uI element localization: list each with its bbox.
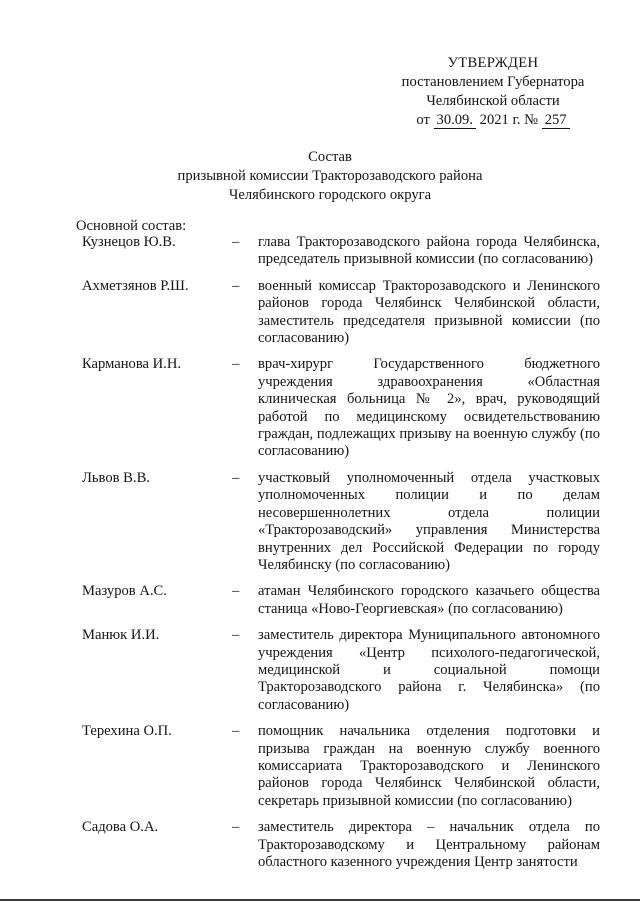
member-row	[82, 583, 602, 618]
member-dash: –	[232, 469, 240, 486]
approval-date: 30.09.	[434, 113, 476, 129]
member-name: Карманова И.Н.	[82, 356, 182, 373]
member-name: Львов В.В.	[82, 469, 150, 486]
title-line-2: призывной комиссии Тракторозаводского района	[177, 168, 483, 184]
member-row	[82, 819, 602, 871]
member-dash: –	[232, 356, 240, 373]
member-name: Терехина О.П.	[82, 723, 172, 740]
member-dash: –	[232, 723, 240, 740]
member-row	[82, 723, 602, 810]
member-dash: –	[232, 627, 240, 644]
approval-decree-line: постановлением Губернатора	[401, 74, 585, 90]
member-row	[82, 627, 602, 714]
member-role: военный комиссар Тракторозаводского и Ленинского районов города Челябинск Челябинской области, заместитель председателя призывной комиссии (по согласованию)	[258, 277, 600, 347]
title-line-1: Состав	[308, 149, 352, 165]
member-role: заместитель директора – начальник отдела по Тракторозаводскому и Центральному районам областного казенного учреждения Центр занятости	[258, 819, 600, 870]
approval-number: 257	[542, 113, 570, 129]
member-name: Садова О.А.	[82, 819, 159, 836]
member-dash: –	[232, 819, 240, 836]
member-role: глава Тракторозаводского района города Челябинска, председатель призывной комиссии (по согласованию)	[258, 234, 600, 268]
approval-year-label: 2021 г. №	[479, 112, 539, 128]
members-list	[82, 234, 602, 880]
member-dash: –	[232, 234, 240, 250]
approval-from-label: от	[416, 112, 430, 128]
member-name: Кузнецов Ю.В.	[82, 234, 176, 250]
member-role: атаман Челябинского городского казачьего общества станица «Ново-Георгиевская» (по согласованию)	[258, 583, 600, 617]
member-row	[82, 470, 602, 574]
member-role: заместитель директора Муниципального автономного учреждения «Центр психолого-педагогической, медицинской и социальной помощи Тракторозаводского района г. Челябинска» (по согласованию)	[258, 627, 600, 713]
member-dash: –	[232, 583, 240, 600]
approval-block	[388, 54, 598, 130]
member-name: Мазуров А.С.	[82, 583, 167, 600]
page-bottom-rule	[0, 899, 640, 901]
approval-region-line: Челябинской области	[426, 93, 560, 109]
member-role: помощник начальника отделения подготовки и призыва граждан на военную службу военного комиссариата Тракторозаводского и Ленинского районов города Челябинск Челябинской области, секретарь призывной комиссии (по согласованию)	[258, 723, 600, 809]
document-title	[60, 148, 600, 205]
member-dash: –	[232, 277, 240, 294]
approval-date-line	[388, 111, 598, 130]
member-row	[82, 356, 602, 460]
member-row	[82, 278, 602, 348]
member-name: Манюк И.И.	[82, 627, 160, 644]
member-name: Ахметзянов Р.Ш.	[82, 277, 189, 294]
title-line-3: Челябинского городского округа	[228, 187, 432, 203]
section-label: Основной состав:	[76, 218, 187, 234]
member-row	[82, 234, 602, 269]
approval-heading: УТВЕРЖДЕН	[447, 55, 539, 71]
member-role: участковый уполномоченный отдела участковых уполномоченных полиции и по делам несовершеннолетних отдела полиции «Тракторозаводский» управления Министерства внутренних дел Российской Федерации по городу Челябинску (по согласованию)	[258, 469, 600, 573]
member-role: врач-хирург Государственного бюджетного учреждения здравоохранения «Областная клиническая больница № 2», врач, руководящий работой по медицинскому освидетельствованию граждан, подлежащих призыву на военную службу (по согласованию)	[258, 356, 600, 460]
